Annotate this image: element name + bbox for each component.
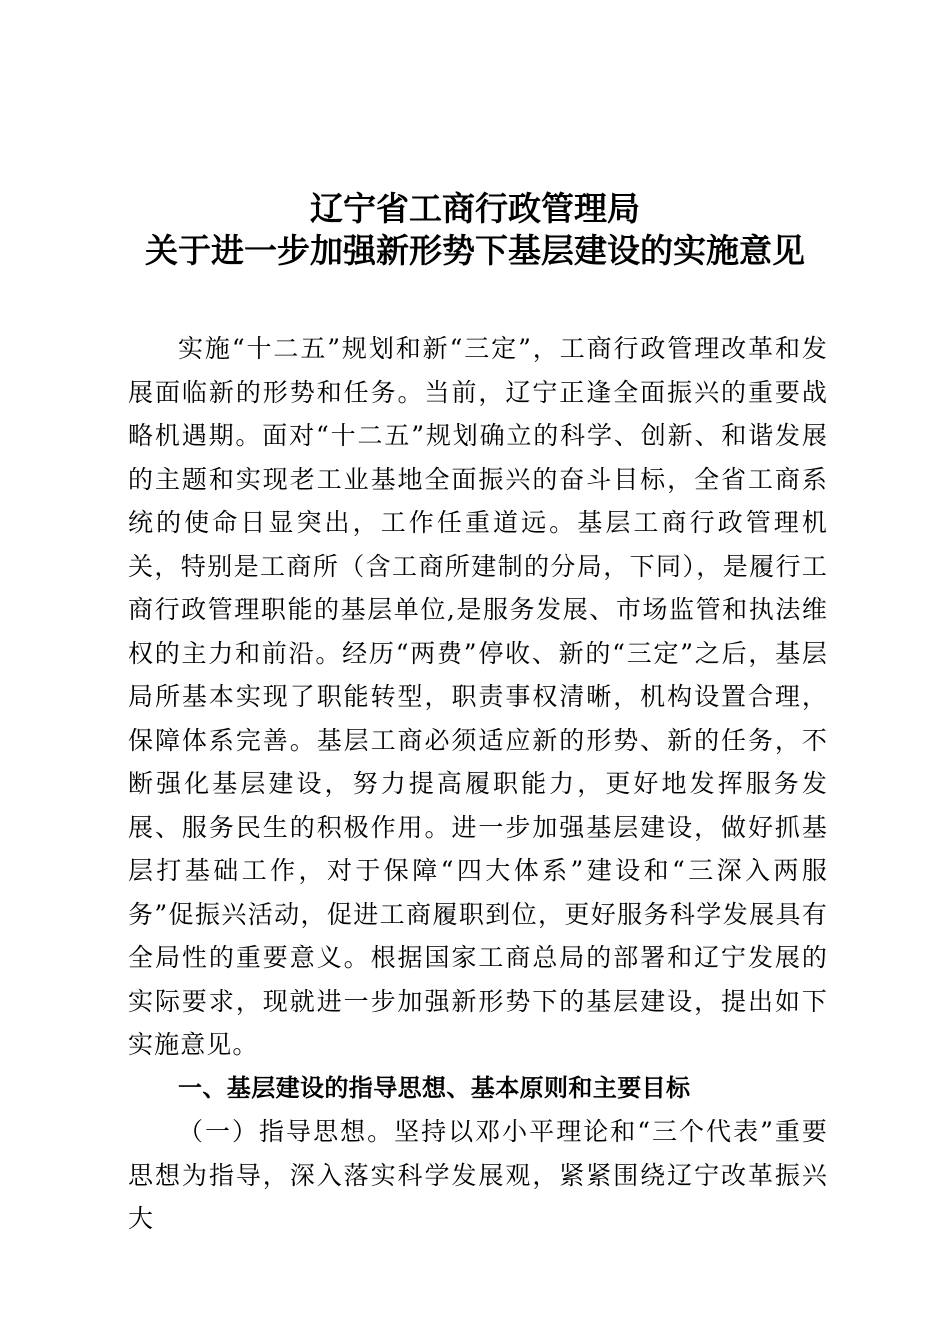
section-1-paragraph: （一）指导思想。坚持以邓小平理论和“三个代表”重要思想为指导，深入落实科学发展观，紧紧围绕辽宁改革振兴大: [128, 1117, 828, 1233]
document-title: [0, 188, 950, 272]
title-line-1: 辽宁省工商行政管理局: [310, 189, 640, 228]
intro-paragraph: 实施“十二五”规划和新“三定”，工商行政管理改革和发展面临新的形势和任务。当前，辽宁正逢全面振兴的重要战略机遇期。面对“十二五”规划确立的科学、创新、和谐发展的主题和实现老工业基地全面振兴的奋斗目标，全省工商系统的使命日显突出，工作任重道远。基层工商行政管理机关，特别是工商所（含工商所建制的分局，下同），是履行工商行政管理职能的基层单位,是服务发展、市场监管和执法维权的主力和前沿。经历“两费”停收、新的“三定”之后，基层局所基本实现了职能转型，职责事权清晰，机构设置合理，保障体系完善。基层工商必须适应新的形势、新的任务，不断强化基层建设，努力提高履职能力，更好地发挥服务发展、服务民生的积极作用。进一步加强基层建设，做好抓基层打基础工作，对于保障“四大体系”建设和“三深入两服务”促振兴活动，促进工商履职到位，更好服务科学发展具有全局性的重要意义。根据国家工商总局的部署和辽宁发展的实际要求，现就进一步加强新形势下的基层建设，提出如下实施意见。: [128, 334, 828, 1059]
document-body: [128, 327, 828, 1241]
title-line-2: 关于进一步加强新形势下基层建设的实施意见: [145, 231, 805, 270]
section-1-heading: 一、基层建设的指导思想、基本原则和主要目标: [178, 1073, 691, 1102]
